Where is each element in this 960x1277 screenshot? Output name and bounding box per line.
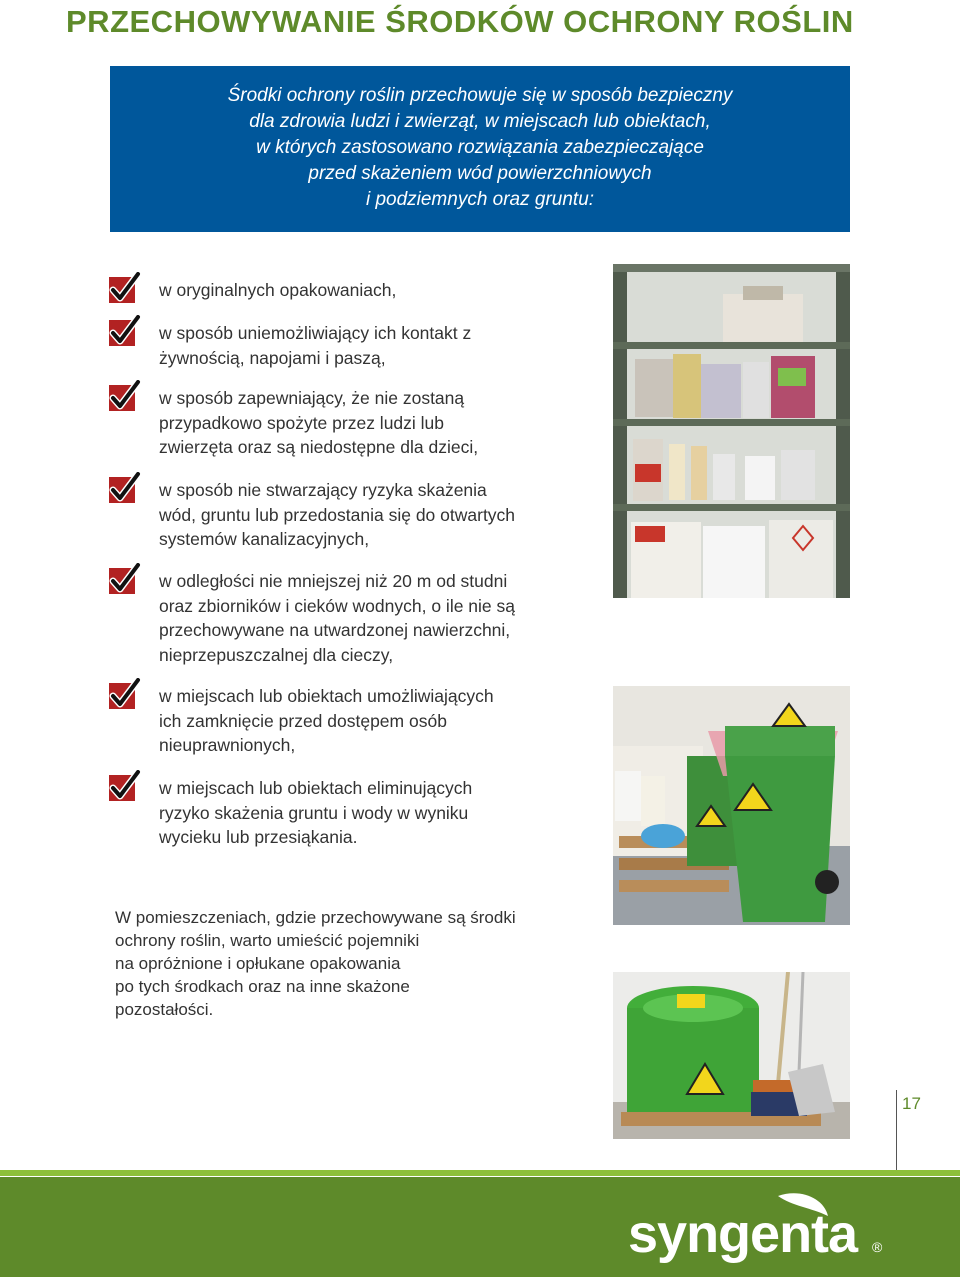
- check-icon: [108, 678, 141, 711]
- checklist-item-text: ryzyko skażenia gruntu i wody w wyniku: [159, 802, 469, 823]
- checklist-item-text: w sposób zapewniający, że nie zostaną: [159, 388, 465, 408]
- note-line: ochrony roślin, warto umieścić pojemniki: [115, 931, 420, 950]
- registered-mark: ®: [872, 1239, 883, 1255]
- checklist-item-text: w sposób nie stwarzający ryzyka skażenia: [159, 480, 487, 500]
- check-icon: [108, 380, 141, 413]
- note-line: na opróżnione i opłukane opakowania: [115, 954, 401, 973]
- check-icon: [108, 272, 141, 305]
- photo-waste-bins: [613, 686, 850, 925]
- logo-wordmark: syngenta: [628, 1204, 858, 1264]
- note-line: pozostałości.: [115, 1000, 214, 1019]
- checklist-item-text: przypadkowo spożyte przez ludzi lub: [159, 412, 445, 433]
- syngenta-logo: [628, 1190, 888, 1270]
- check-icon: [108, 315, 141, 348]
- intro-line: i podziemnych oraz gruntu:: [365, 189, 595, 210]
- checklist-item-text: nieuprawnionych,: [159, 735, 296, 755]
- checklist-item-text: wód, gruntu lub przedostania się do otwartych: [159, 504, 516, 525]
- note-line: po tych środkach oraz na inne skażone: [115, 977, 410, 996]
- checklist-item-text: oraz zbiorników i cieków wodnych, o ile nie są: [159, 595, 515, 616]
- intro-line: w których zastosowano rozwiązania zabezpieczające: [256, 137, 704, 158]
- checklist-item-text: w odległości nie mniejszej niż 20 m od studni: [159, 571, 508, 591]
- page-number: 17: [902, 1094, 921, 1113]
- page-title: PRZECHOWYWANIE ŚRODKÓW OCHRONY ROŚLIN: [66, 4, 854, 39]
- footer-accent-line: [0, 1170, 960, 1176]
- intro-box: [110, 66, 850, 232]
- check-icon: [108, 472, 141, 505]
- checklist-item-text: w oryginalnych opakowaniach,: [159, 280, 397, 300]
- checklist-item-text: systemów kanalizacyjnych,: [159, 529, 370, 549]
- checklist-item-text: w sposób uniemożliwiający ich kontakt z: [159, 323, 472, 343]
- check-icon: [108, 770, 141, 803]
- photo-barrel-broom: [613, 972, 850, 1139]
- intro-line: Środki ochrony roślin przechowuje się w sposób bezpieczny: [227, 85, 733, 106]
- checklist-item-text: przechowywane na utwardzonej nawierzchni,: [159, 620, 511, 640]
- storage-note: [115, 906, 585, 1021]
- page-number-divider: [896, 1090, 897, 1176]
- photo-storage-shelves: [613, 264, 850, 598]
- checklist-item-text: w miejscach lub obiektach umożliwiających: [159, 686, 494, 706]
- checklist-item-text: żywnością, napojami i paszą,: [159, 347, 386, 368]
- checklist-item-text: wycieku lub przesiąkania.: [159, 827, 358, 847]
- intro-line: przed skażeniem wód powierzchniowych: [308, 163, 652, 184]
- check-icon: [108, 563, 141, 596]
- checklist-item-text: nieprzepuszczalnej dla cieczy,: [159, 644, 394, 665]
- checklist-item-text: zwierzęta oraz są niedostępne dla dzieci,: [159, 437, 479, 457]
- checklist-item-text: ich zamknięcie przed dostępem osób: [159, 710, 447, 731]
- note-line: W pomieszczeniach, gdzie przechowywane są środki: [115, 908, 516, 927]
- checklist-item-text: w miejscach lub obiektach eliminujących: [159, 778, 473, 798]
- intro-line: dla zdrowia ludzi i zwierząt, w miejscach lub obiektach,: [249, 111, 711, 132]
